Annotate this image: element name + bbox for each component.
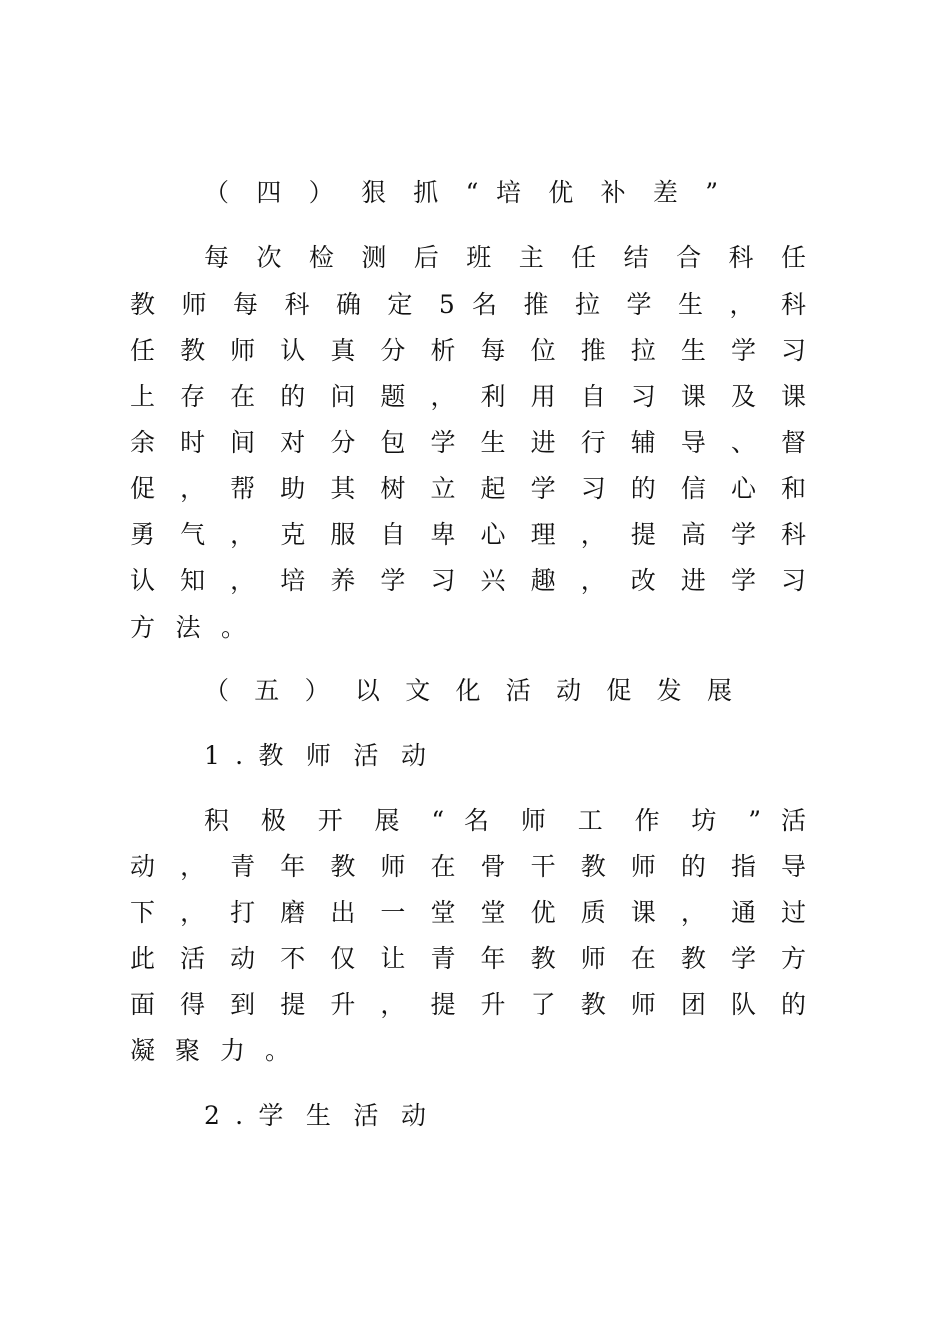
paragraph-line: 认 知 ， 培 养 学 习 兴 趣 ， 改 进 学 习	[130, 566, 807, 595]
paragraph-line: 面 得 到 提 升 ， 提 升 了 教 师 团 队 的	[130, 990, 807, 1019]
paragraph-line: 凝 聚 力 。	[130, 1036, 290, 1065]
paragraph-line: 下 ， 打 磨 出 一 堂 堂 优 质 课 ， 通 过	[130, 898, 807, 927]
paragraph-line: 积 极 开 展 “ 名 师 工 作 坊 ” 活	[204, 806, 806, 835]
paragraph-line: 余 时 间 对 分 包 学 生 进 行 辅 导 、 督	[130, 428, 807, 457]
paragraph-line: 方 法 。	[130, 613, 246, 642]
section-heading-5: （ 五 ） 以 文 化 活 动 促 发 展	[204, 676, 732, 705]
section-heading-4: （ 四 ） 狠 抓 “ 培 优 补 差 ”	[204, 178, 718, 207]
subsection-heading-teacher-activities: 1 . 教 师 活 动	[204, 741, 427, 770]
subsection-heading-student-activities: 2 . 学 生 活 动	[204, 1101, 427, 1130]
paragraph-line: 此 活 动 不 仅 让 青 年 教 师 在 教 学 方	[130, 944, 807, 973]
paragraph-line: 每 次 检 测 后 班 主 任 结 合 科 任	[204, 243, 806, 272]
paragraph-line: 动 ， 青 年 教 师 在 骨 干 教 师 的 指 导	[130, 852, 807, 881]
paragraph-line: 勇 气 ， 克 服 自 卑 心 理 ， 提 高 学 科	[130, 520, 807, 549]
paragraph-line: 任 教 师 认 真 分 析 每 位 推 拉 生 学 习	[130, 336, 807, 365]
paragraph-line: 上 存 在 的 问 题 ， 利 用 自 习 课 及 课	[130, 382, 807, 411]
paragraph-line: 教 师 每 科 确 定 5 名 推 拉 学 生 ， 科	[130, 290, 806, 319]
paragraph-line: 促 ， 帮 助 其 树 立 起 学 习 的 信 心 和	[130, 474, 807, 503]
